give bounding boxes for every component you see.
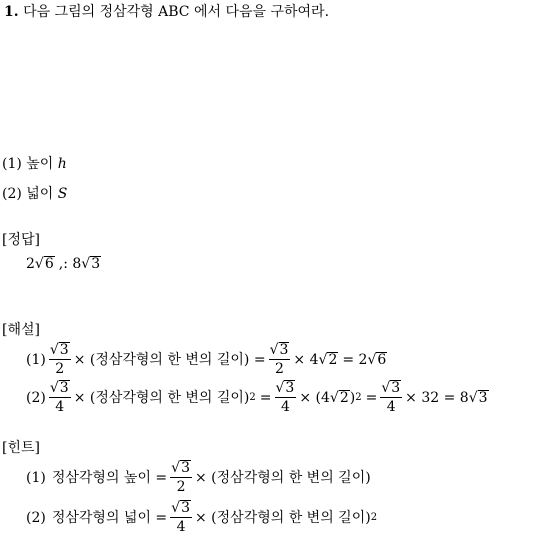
- hint-heading: [힌트]: [2, 440, 40, 456]
- fraction: √ 3 2: [269, 342, 289, 377]
- solution-heading: [해설]: [2, 322, 40, 338]
- item-variable: S: [57, 186, 68, 202]
- fraction: √ 3 4: [275, 380, 295, 415]
- item-variable: h: [57, 156, 67, 172]
- sqrt-symbol: √ 3: [81, 256, 101, 272]
- problem-item-2: [2, 186, 67, 202]
- fraction: √ 3 2: [171, 460, 190, 495]
- problem-statement: 다음 그림의 정삼각형 ABC 에서 다음을 구하여라.: [23, 4, 330, 20]
- item-label: (1) 높이: [2, 156, 54, 172]
- fraction: √ 3 4: [171, 500, 190, 535]
- fraction: √ 3 4: [49, 380, 69, 415]
- fraction: √ 3 4: [381, 380, 401, 415]
- problem-number: 1.: [4, 4, 19, 20]
- answer-separator: ,: 8: [58, 256, 82, 272]
- solution-line-1: (1) √ 3 2 × (정삼각형의 한 변의 길이) = √ 3 2 × 4 √ 2 = 2 √ 6: [26, 342, 387, 377]
- answer-coef: 2: [26, 256, 35, 272]
- answer-heading: [정답]: [2, 232, 40, 248]
- sqrt-symbol: √ 2: [318, 351, 338, 368]
- item-label: (2) 넓이: [2, 186, 54, 202]
- sqrt-symbol: √ 6: [367, 351, 387, 368]
- problem-header: [4, 4, 329, 20]
- sqrt-symbol: √ 2: [329, 389, 349, 406]
- sqrt-symbol: √ 3: [468, 389, 488, 406]
- answer-value: [26, 256, 101, 272]
- hint-line-1: (1) 정삼각형의 높이 = √ 3 2 × (정삼각형의 한 변의 길이): [26, 460, 371, 495]
- solution-line-2: (2) √ 3 4 × (정삼각형의 한 변의 길이) 2 = √ 3 4 × (4 √ 2 ) 2 = √ 3 4 × 32 = 8 √ 3: [26, 380, 488, 415]
- sqrt-symbol: √ 6: [34, 256, 54, 272]
- fraction: √ 3 2: [49, 342, 69, 377]
- problem-item-1: [2, 156, 67, 172]
- hint-line-2: (2) 정삼각형의 넓이 = √ 3 4 × (정삼각형의 한 변의 길이) 2: [26, 500, 378, 535]
